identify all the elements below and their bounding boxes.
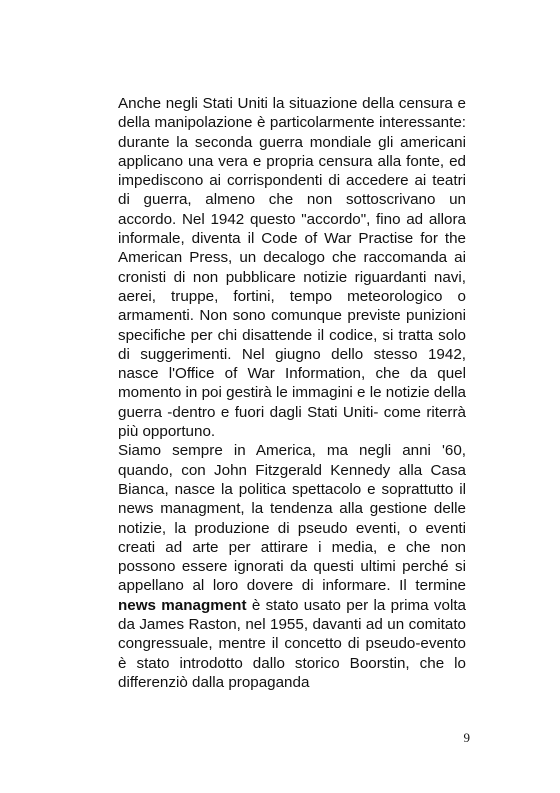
page-number: 9 (463, 730, 470, 745)
paragraph-text-end: è stato usato per la prima volta da James Raston, nel 1955, davanti ad un comitato congressuale, mentre il concetto di pseudo-evento è stato introdotto dallo storico Boorstin, che lo differenziò dalla propaganda (118, 596, 466, 691)
paragraph-text-start: Siamo sempre in America, ma negli anni '60, quando, con John Fitzgerald Kennedy alla Casa Bianca, nasce la politica spettacolo e soprattutto il news managment, la tendenza alla gestione delle notizie, la produzione di pseudo eventi, o eventi creati ad arte per attirare i media, e che non possono essere ignorati da questi ultimi perché si appellano al loro dovere di informare. Il termine (118, 442, 466, 595)
bold-term-news-managment: news managment (118, 596, 247, 614)
paragraph-censorship: Anche negli Stati Uniti la situazione della censura e della manipolazione è particolarmente interessante: durante la seconda guerra mondiale gli americani applicano una vera e propria censura alla fonte, ed impediscono ai corrispondenti di accedere ai teatri di guerra, almeno che non sottoscrivano un accordo. Nel 1942 questo "accordo", fino ad allora informale, diventa il Code of War Practise for the American Press, un decalogo che raccomanda ai cronisti di non pubblicare notizie riguardanti navi, aerei, truppe, fortini, tempo meteorologico o armamenti. Non sono comunque previste punizioni specifiche per chi disattende il codice, si tratta solo di suggerimenti. Nel giugno dello stesso 1942, nasce l'Office of War Information, che da quel momento in poi gestirà le immagini e le notizie della guerra -dentro e fuori dagli Stati Uniti- come riterrà più opportuno. (118, 95, 466, 441)
paragraph-news-management (118, 441, 466, 692)
body-text (118, 94, 466, 692)
